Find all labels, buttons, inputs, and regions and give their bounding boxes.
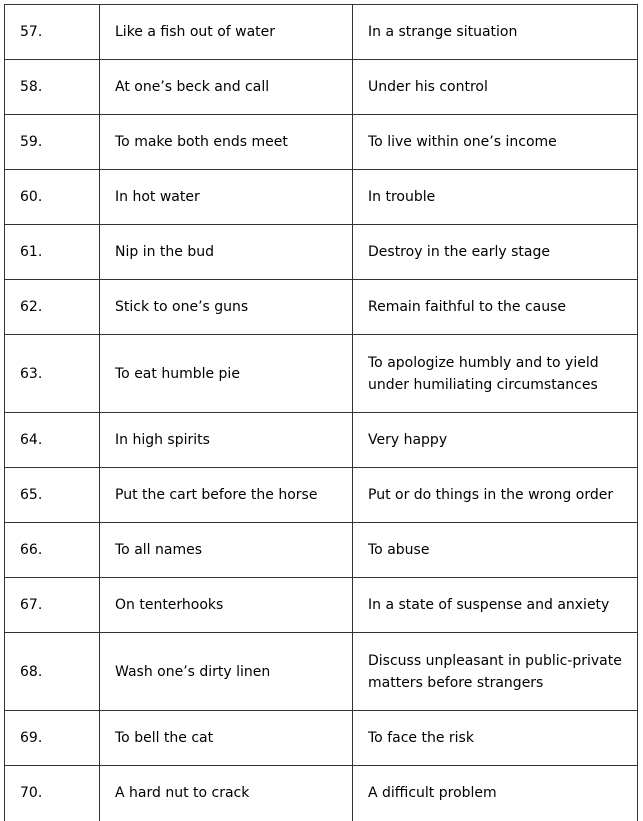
row-number: 61. <box>5 225 100 280</box>
table-row <box>5 766 638 821</box>
meaning-cell: To apologize humbly and to yield under humiliating circumstances <box>353 335 638 413</box>
idiom-cell: A hard nut to crack <box>100 766 353 821</box>
meaning-cell: Destroy in the early stage <box>353 225 638 280</box>
table-row <box>5 5 638 60</box>
idiom-cell: At one’s beck and call <box>100 60 353 115</box>
idiom-cell: Like a fish out of water <box>100 5 353 60</box>
row-number: 58. <box>5 60 100 115</box>
table-row <box>5 170 638 225</box>
row-number: 65. <box>5 468 100 523</box>
idiom-cell: To bell the cat <box>100 711 353 766</box>
meaning-cell: Very happy <box>353 413 638 468</box>
row-number: 66. <box>5 523 100 578</box>
row-number: 69. <box>5 711 100 766</box>
idioms-table <box>4 4 638 821</box>
idiom-cell: To all names <box>100 523 353 578</box>
meaning-cell: Under his control <box>353 60 638 115</box>
meaning-cell: To abuse <box>353 523 638 578</box>
meaning-cell: Remain faithful to the cause <box>353 280 638 335</box>
table-row <box>5 280 638 335</box>
meaning-cell: To live within one’s income <box>353 115 638 170</box>
row-number: 59. <box>5 115 100 170</box>
table-row <box>5 468 638 523</box>
meaning-cell: To face the risk <box>353 711 638 766</box>
meaning-cell: In a state of suspense and anxiety <box>353 578 638 633</box>
row-number: 64. <box>5 413 100 468</box>
meaning-cell: Discuss unpleasant in public-private matters before strangers <box>353 633 638 711</box>
meaning-cell: In a strange situation <box>353 5 638 60</box>
row-number: 67. <box>5 578 100 633</box>
table-row <box>5 633 638 711</box>
idiom-cell: Stick to one’s guns <box>100 280 353 335</box>
idiom-cell: Put the cart before the horse <box>100 468 353 523</box>
idiom-cell: In hot water <box>100 170 353 225</box>
table-row <box>5 115 638 170</box>
row-number: 62. <box>5 280 100 335</box>
idiom-cell: To make both ends meet <box>100 115 353 170</box>
idiom-cell: On tenterhooks <box>100 578 353 633</box>
idiom-cell: Wash one’s dirty linen <box>100 633 353 711</box>
table-row <box>5 578 638 633</box>
meaning-cell: In trouble <box>353 170 638 225</box>
meaning-cell: A difficult problem <box>353 766 638 821</box>
meaning-cell: Put or do things in the wrong order <box>353 468 638 523</box>
table-row <box>5 335 638 413</box>
table-row <box>5 711 638 766</box>
row-number: 70. <box>5 766 100 821</box>
row-number: 57. <box>5 5 100 60</box>
table-row <box>5 413 638 468</box>
idiom-cell: To eat humble pie <box>100 335 353 413</box>
idioms-table-container <box>4 4 638 821</box>
table-row <box>5 523 638 578</box>
table-row <box>5 225 638 280</box>
row-number: 60. <box>5 170 100 225</box>
row-number: 63. <box>5 335 100 413</box>
table-row <box>5 60 638 115</box>
row-number: 68. <box>5 633 100 711</box>
idiom-cell: Nip in the bud <box>100 225 353 280</box>
idiom-cell: In high spirits <box>100 413 353 468</box>
